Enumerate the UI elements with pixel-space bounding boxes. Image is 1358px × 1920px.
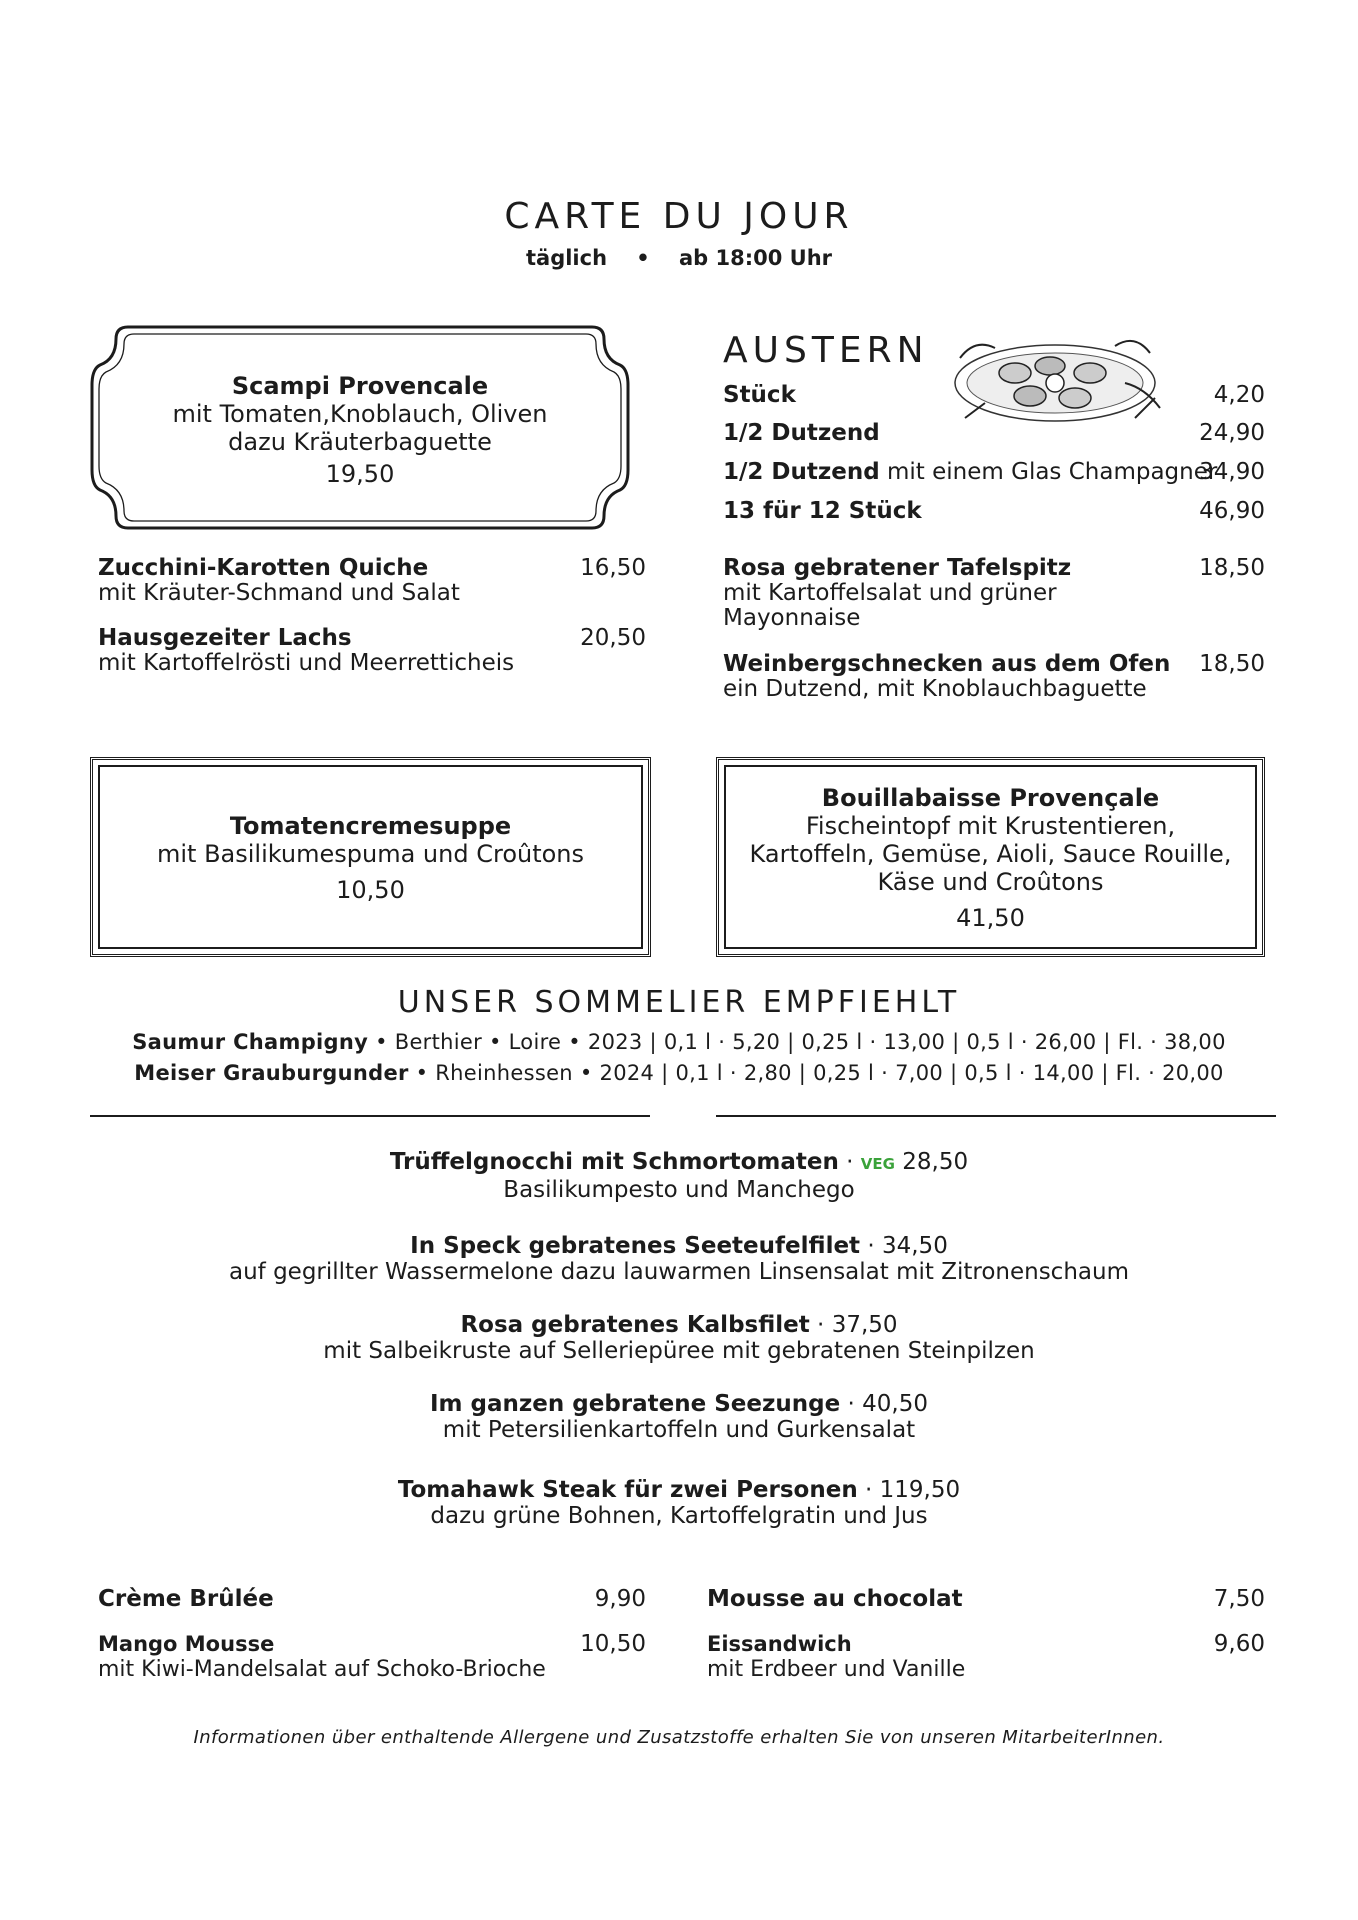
- subtitle-time: ab 18:00 Uhr: [678, 246, 832, 270]
- dish-desc: auf gegrillter Wassermelone dazu lauwarmen Linsensalat mit Zitronenschaum: [229, 1259, 1129, 1285]
- dish-price: 119,50: [879, 1477, 961, 1503]
- dish-desc: dazu grüne Bohnen, Kartoffelgratin und Jus: [430, 1503, 928, 1529]
- dish-desc: Kartoffeln, Gemüse, Aioli, Sauce Rouille,: [749, 840, 1232, 868]
- divider: [90, 1115, 650, 1117]
- austern-label: 13 für 12 Stück: [723, 498, 922, 524]
- dish-name: Zucchini-Karotten Quiche: [98, 555, 429, 581]
- dish-desc: mit Erdbeer und Vanille: [707, 1657, 966, 1682]
- dish-desc: mit Salbeikruste auf Selleriepüree mit gebratenen Steinpilzen: [323, 1338, 1035, 1364]
- menu-item: [98, 556, 646, 606]
- dish-price: 10,50: [580, 1631, 646, 1657]
- dish-name: Eissandwich: [707, 1632, 852, 1656]
- dish-name: Hausgezeiter Lachs: [98, 625, 352, 651]
- dish-price: 16,50: [580, 555, 646, 581]
- austern-label: 1/2 Dutzend: [723, 459, 880, 485]
- dish-name: Rosa gebratener Tafelspitz: [723, 555, 1072, 581]
- dish-price: 37,50: [831, 1312, 898, 1338]
- dish-desc: Mayonnaise: [723, 605, 861, 631]
- subtitle-separator: •: [636, 246, 650, 270]
- austern-label: 1/2 Dutzend: [723, 420, 880, 446]
- main-dish: In Speck gebratenes Seeteufelfilet · 34,50 auf gegrillter Wassermelone dazu lauwarmen Linsensalat mit Zitronenschaum: [0, 1233, 1358, 1285]
- dessert-item: [98, 1632, 646, 1682]
- dish-desc: mit Tomaten,Knoblauch, Oliven: [172, 400, 548, 428]
- veg-badge: VEG: [860, 1155, 895, 1173]
- dish-price: 9,90: [594, 1586, 646, 1612]
- page-title: CARTE DU JOUR: [504, 196, 854, 237]
- dessert-item: [98, 1587, 646, 1612]
- wine-row: [0, 1061, 1358, 1085]
- main-dish: Tomahawk Steak für zwei Personen · 119,50 dazu grüne Bohnen, Kartoffelgratin und Jus: [0, 1477, 1358, 1529]
- dish-name: Scampi Provencale: [231, 372, 489, 400]
- dish-name: Mousse au chocolat: [707, 1586, 963, 1612]
- main-dish: Im ganzen gebratene Seezunge · 40,50 mit Petersilienkartoffeln und Gurkensalat: [0, 1391, 1358, 1443]
- main-dish: Trüffelgnocchi mit Schmortomaten · VEG 28,50 Basilikumpesto und Manchego: [0, 1149, 1358, 1203]
- dish-desc: ein Dutzend, mit Knoblauchbaguette: [723, 676, 1147, 702]
- dish-desc: dazu Kräuterbaguette: [228, 428, 492, 456]
- dish-name: In Speck gebratenes Seeteufelfilet: [410, 1233, 861, 1259]
- dish-desc: Käse und Croûtons: [877, 868, 1104, 896]
- dish-price: 7,50: [1213, 1586, 1265, 1612]
- main-dish: Rosa gebratenes Kalbsfilet · 37,50 mit Salbeikruste auf Selleriepüree mit gebratenen Steinpilzen: [0, 1312, 1358, 1364]
- opening-hours: [0, 246, 1358, 270]
- dish-name: Rosa gebratenes Kalbsfilet: [460, 1312, 810, 1338]
- dish-name: Bouillabaisse Provençale: [821, 784, 1160, 812]
- austern-row: [723, 459, 1265, 489]
- section-title-sommelier: UNSER SOMMELIER EMPFIEHLT: [397, 985, 961, 1020]
- divider: [716, 1115, 1276, 1117]
- dish-name: Mango Mousse: [98, 1632, 275, 1656]
- soup-box: [90, 757, 651, 957]
- austern-price: 4,20: [1213, 382, 1265, 408]
- dish-desc: mit Basilikumespuma und Croûtons: [156, 840, 585, 868]
- dish-price: 34,50: [881, 1233, 948, 1259]
- dish-desc: mit Kartoffelsalat und grüner: [723, 580, 1057, 606]
- dish-desc: mit Kiwi-Mandelsalat auf Schoko-Brioche: [98, 1657, 546, 1682]
- dish-price: 9,60: [1213, 1631, 1265, 1657]
- dish-desc: Basilikumpesto und Manchego: [503, 1177, 855, 1203]
- dish-price: 41,50: [956, 904, 1025, 932]
- scampi-dish: [110, 372, 610, 488]
- wine-details: • Berthier • Loire • 2023 | 0,1 l · 5,20 | 0,25 l · 13,00 | 0,5 l · 26,00 | Fl. · 38,00: [368, 1030, 1226, 1054]
- subtitle-days: täglich: [525, 246, 608, 270]
- austern-row: [723, 498, 1265, 528]
- dish-price: 40,50: [862, 1391, 928, 1417]
- wine-row: [0, 1030, 1358, 1054]
- bouillabaisse-box: [716, 757, 1265, 957]
- dessert-item: [707, 1632, 1265, 1682]
- wine-name: Saumur Champigny: [132, 1030, 369, 1054]
- dessert-item: [707, 1587, 1265, 1612]
- dish-name: Im ganzen gebratene Seezunge: [430, 1391, 841, 1417]
- dish-price: 18,50: [1199, 651, 1265, 677]
- dish-name: Weinbergschnecken aus dem Ofen: [723, 651, 1171, 677]
- dish-name: Tomahawk Steak für zwei Personen: [397, 1477, 858, 1503]
- dish-name: Tomatencremesuppe: [229, 812, 512, 840]
- austern-label: Stück: [723, 382, 796, 408]
- austern-price: 34,90: [1199, 459, 1265, 485]
- dish-price: 10,50: [336, 876, 405, 904]
- dish-name: Crème Brûlée: [98, 1586, 274, 1612]
- oyster-platter-illustration: [945, 328, 1165, 433]
- austern-row: [723, 420, 1265, 450]
- section-title-austern: AUSTERN: [723, 330, 929, 371]
- austern-price: 24,90: [1199, 420, 1265, 446]
- dish-desc: mit Kräuter-Schmand und Salat: [98, 580, 460, 606]
- menu-item: [723, 652, 1265, 702]
- austern-row: [723, 382, 1265, 412]
- dish-price: 18,50: [1199, 555, 1265, 581]
- dish-price: 19,50: [325, 460, 395, 488]
- wine-name: Meiser Grauburgunder: [134, 1061, 409, 1085]
- dish-name: Trüffelgnocchi mit Schmortomaten: [389, 1149, 839, 1175]
- wine-details: • Rheinhessen • 2024 | 0,1 l · 2,80 | 0,25 l · 7,00 | 0,5 l · 14,00 | Fl. · 20,00: [408, 1061, 1224, 1085]
- dish-price: 28,50: [902, 1149, 969, 1175]
- menu-item: [723, 556, 1265, 631]
- menu-item: [98, 626, 646, 676]
- dish-desc: mit Kartoffelrösti und Meerretticheis: [98, 650, 515, 676]
- dish-desc: mit Petersilienkartoffeln und Gurkensalat: [442, 1417, 916, 1443]
- austern-extra: mit einem Glas Champagner: [879, 459, 1218, 485]
- austern-price: 46,90: [1199, 498, 1265, 524]
- dish-price: 20,50: [580, 625, 646, 651]
- dish-desc: Fischeintopf mit Krustentieren,: [805, 812, 1176, 840]
- allergen-notice: Informationen über enthaltende Allergene und Zusatzstoffe erhalten Sie von unseren MitarbeiterInnen.: [193, 1727, 1165, 1748]
